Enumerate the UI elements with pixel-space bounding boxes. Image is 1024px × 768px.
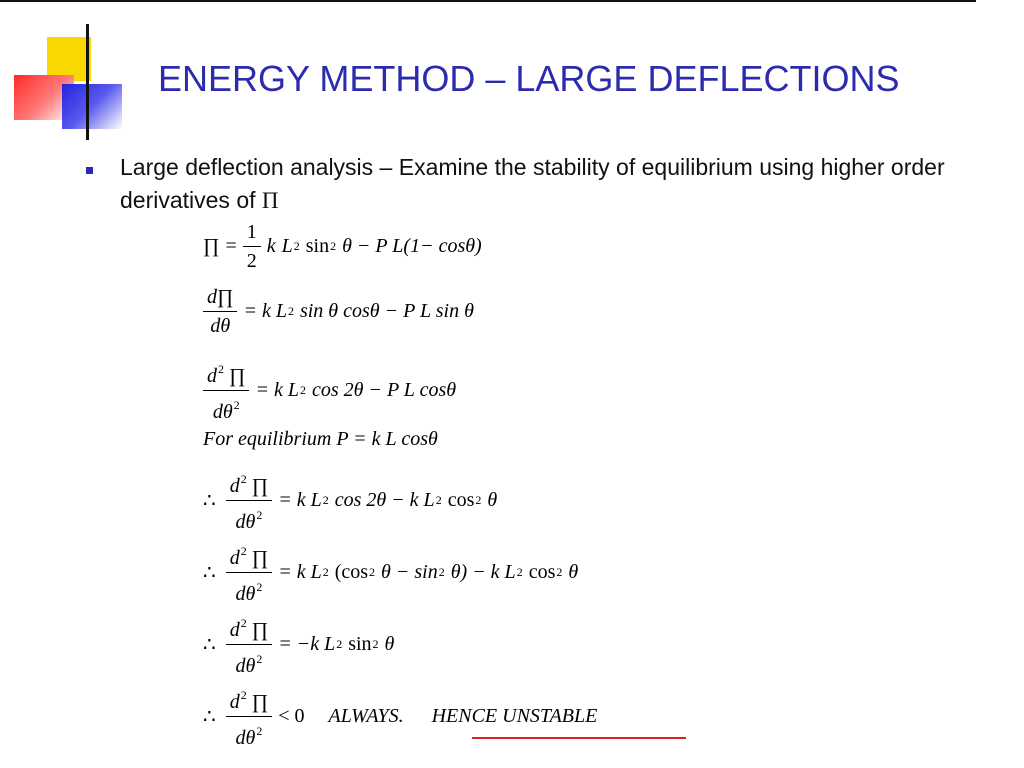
eq5-cos: cos	[447, 489, 475, 511]
eq6-theta: θ	[568, 561, 579, 583]
eq6-rhs-d: θ) − k L	[450, 561, 516, 583]
equation-conclusion	[203, 684, 597, 749]
eq6-L-power: 2	[322, 565, 329, 579]
eq8-fraction	[226, 684, 272, 749]
therefore-symbol: ∴	[203, 490, 216, 512]
equation-expansion	[203, 540, 578, 605]
eq1-lhs: ∏	[203, 235, 220, 257]
eq6-cos: (cos	[334, 561, 369, 583]
eq6-rhs-a: = k L	[278, 561, 322, 583]
equation-second-derivative	[203, 358, 456, 423]
equation-equilibrium	[203, 428, 438, 451]
eq5-L-power-b: 2	[435, 493, 442, 507]
eq3-den	[209, 391, 244, 423]
equation-simplified	[203, 612, 394, 677]
pi-symbol: Π	[261, 188, 279, 213]
eq2-fraction	[203, 286, 237, 337]
eq5-num-power: 2	[240, 472, 247, 486]
eq3-rhs: = k L	[255, 379, 299, 401]
eq1-L: L	[281, 235, 293, 257]
eq3-num-power: 2	[218, 362, 224, 376]
eq6-den	[232, 573, 267, 605]
equation-first-derivative	[203, 286, 474, 337]
eq3-num-d: d	[207, 365, 217, 387]
eq1-half-num: 1	[243, 221, 261, 247]
logo-blue-square	[62, 84, 122, 129]
eq3-num	[203, 358, 249, 391]
equation-potential-energy	[203, 221, 482, 272]
eq6-num	[226, 540, 272, 573]
eq3-den-text: dθ	[212, 401, 233, 423]
bullet-text-body: Large deflection analysis – Examine the stability of equilibrium using higher order derivatives of	[120, 154, 945, 213]
eq3-L-power: 2	[299, 383, 306, 397]
eq7-num-d: d	[229, 619, 240, 641]
eq6-den-power: 2	[256, 580, 263, 594]
eq8-less-than-zero: < 0	[278, 705, 305, 727]
eq5-num-pi: ∏	[251, 475, 269, 497]
slide-logo	[0, 0, 150, 150]
eq5-cos-power: 2	[475, 493, 482, 507]
eq5-num-d: d	[229, 475, 240, 497]
eq3-fraction	[203, 358, 249, 423]
therefore-symbol: ∴	[203, 706, 216, 728]
eq6-sin-power: 2	[438, 565, 445, 579]
therefore-symbol: ∴	[203, 562, 216, 584]
eq5-rhs-a: = k L	[278, 489, 322, 511]
eq7-fraction	[226, 612, 272, 677]
eq1-rest: θ − P L(1− cosθ)	[342, 235, 482, 257]
eq5-num	[226, 468, 272, 501]
eq1-sin-power: 2	[330, 239, 337, 253]
eq1-sin: sin	[305, 235, 330, 257]
eq8-always: ALWAYS.	[328, 705, 404, 727]
eq5-den-power: 2	[256, 508, 263, 522]
eq8-conclusion-text: HENCE UNSTABLE	[431, 705, 598, 727]
eq6-num-pi: ∏	[251, 547, 269, 569]
eq3-num-pi: ∏	[229, 365, 246, 387]
eq7-num-pi: ∏	[251, 619, 269, 641]
eq6-rhs-c: θ − sin	[381, 561, 438, 583]
eq8-num	[226, 684, 272, 717]
eq6-fraction	[226, 540, 272, 605]
eq6-L-power-b: 2	[516, 565, 523, 579]
eq4-text: For equilibrium P = k L cosθ	[203, 428, 438, 450]
eq2-L-power: 2	[287, 304, 294, 318]
eq6-num-d: d	[229, 547, 240, 569]
eq8-num-power: 2	[240, 688, 247, 702]
eq8-num-pi: ∏	[251, 691, 269, 713]
eq1-k: k	[266, 235, 276, 257]
eq5-den	[232, 501, 267, 533]
logo-vertical-line	[86, 24, 89, 140]
conclusion-underline	[472, 737, 686, 739]
eq2-rhs: = k L	[243, 300, 287, 322]
eq7-L-power: 2	[336, 637, 343, 651]
eq6-den-text: dθ	[235, 583, 256, 605]
eq7-theta: θ	[384, 633, 395, 655]
equation-substitution	[203, 468, 497, 533]
eq5-den-text: dθ	[235, 511, 256, 533]
eq1-equals: =	[225, 235, 237, 257]
eq1-half-den: 2	[246, 250, 257, 272]
eq5-rhs-b: cos 2θ − k L	[334, 489, 435, 511]
eq6-cos-b: cos	[528, 561, 556, 583]
eq2-num: d∏	[203, 286, 237, 312]
slide-title: ENERGY METHOD – LARGE DEFLECTIONS	[158, 58, 900, 99]
bullet-marker	[86, 167, 93, 174]
eq1-L-power: 2	[293, 239, 300, 253]
therefore-symbol: ∴	[203, 634, 216, 656]
eq3-den-power: 2	[233, 398, 240, 412]
eq6-cos-power: 2	[369, 565, 376, 579]
eq7-sin: sin	[348, 633, 372, 655]
eq8-den-power: 2	[256, 724, 263, 738]
eq8-den-text: dθ	[235, 727, 256, 749]
eq7-rhs-a: = −k L	[278, 633, 336, 655]
eq8-num-d: d	[229, 691, 240, 713]
eq7-sin-power: 2	[372, 637, 379, 651]
eq5-theta: θ	[487, 489, 498, 511]
eq1-half	[243, 221, 261, 272]
bullet-text	[120, 151, 1000, 217]
eq7-den	[232, 645, 267, 677]
eq3-rhs2: cos 2θ − P L cosθ	[311, 379, 457, 401]
eq5-L-power-a: 2	[322, 493, 329, 507]
eq7-den-power: 2	[256, 652, 263, 666]
eq5-fraction	[226, 468, 272, 533]
eq6-cos-power-b: 2	[556, 565, 563, 579]
eq7-num-power: 2	[240, 616, 247, 630]
eq2-den: dθ	[210, 315, 231, 337]
eq7-num	[226, 612, 272, 645]
eq7-den-text: dθ	[235, 655, 256, 677]
eq2-rhs2: sin θ cosθ − P L sin θ	[299, 300, 474, 322]
eq8-den	[232, 717, 267, 749]
eq6-num-power: 2	[240, 544, 247, 558]
